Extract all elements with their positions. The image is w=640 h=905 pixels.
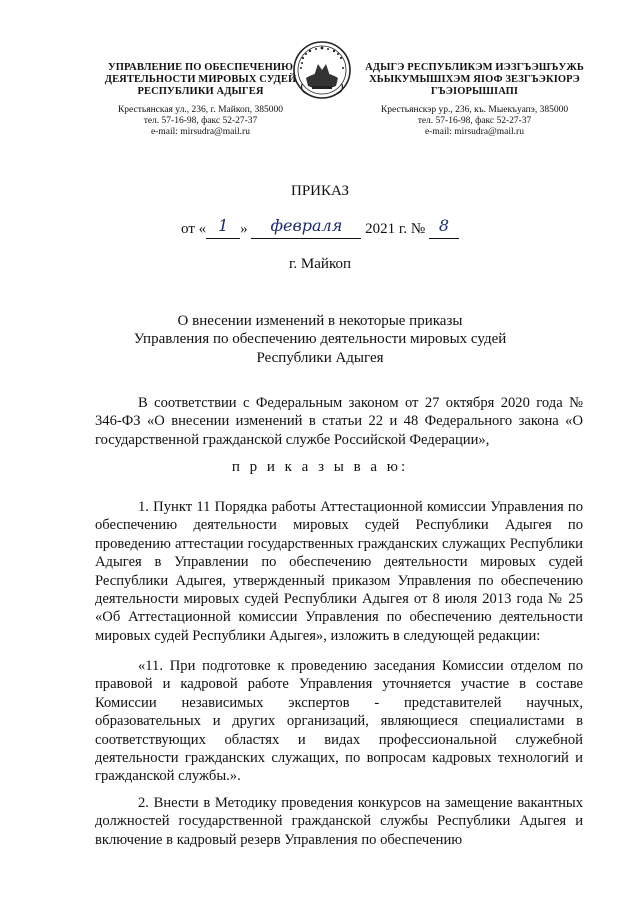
subject-line: Управления по обеспечению деятельности мировых судей (133, 331, 507, 348)
address-line: Крестьянскэр ур., 236, къ. Мыекъуапэ, 385000 (380, 105, 569, 116)
order-date-line (0, 218, 640, 239)
day-field (206, 218, 240, 239)
address-line: Крестьянская ул., 236, г. Майкоп, 385000 (117, 105, 284, 116)
document-title: ПРИКАЗ (291, 183, 349, 199)
date-mid: » (240, 221, 248, 237)
preamble-paragraph: В соответствии с Федеральным законом от 27 октября 2020 года № 346-ФЗ «О внесении изменений в статьи 22 и 48 Федерального закона «О государственной гражданской службе Российской Федерации», (95, 395, 583, 448)
org-address-adyghe (362, 105, 587, 138)
subject-line: О внесении изменений в некоторые приказы (177, 313, 463, 329)
order-word: п р и к а з ы в а ю: (231, 459, 409, 475)
header-left-block (88, 62, 313, 138)
paragraph-2: 2. Внести в Методику проведения конкурсов на замещение вакантных должностей государственной гражданской службы Республики Адыгея и включение в кадровый резерв Управления по обеспечению (95, 795, 583, 848)
date-prefix: от « (181, 221, 207, 237)
subject-line: Республики Адыгея (256, 349, 384, 366)
day-value: 1 (218, 216, 229, 235)
org-name-adyghe: АДЫГЭ РЕСПУБЛИКЭМ ИЭЗГЪЭШЪУЖЬ ХЬЫКУМЫШІХЭМ ЯІОФ ЗЕЗГЪЭКІОРЭ ГЪЭІОРЫШІАПІ (365, 62, 584, 98)
city: г. Майкоп (288, 256, 352, 272)
paragraph-1: 1. Пункт 11 Порядка работы Аттестационной комиссии Управления по обеспечению деятельности мировых судей Республики Адыгея по проведению аттестации государственных гражданских служащих Республики Адыгея в Управлении по обеспечению деятельности мировых судей Республики Адыгея, утвержденный приказом Управления по обеспечению деятельности мировых судей Республики Адыгея от 8 июля 2013 года № 25 «Об Аттестационной комиссии Управления по обеспечению деятельности мировых судей Республики Адыгея», изложить в следующей редакции: (95, 499, 583, 644)
year-text: 2021 г. (365, 221, 408, 237)
email-line: e-mail: mirsudra@mail.ru (425, 127, 524, 138)
org-name-ru: УПРАВЛЕНИЕ ПО ОБЕСПЕЧЕНИЮ ДЕЯТЕЛЬНОСТИ МИРОВЫХ СУДЕЙ РЕСПУБЛИКИ АДЫГЕЯ (104, 62, 297, 98)
number-value: 8 (438, 216, 450, 235)
number-sign: № (410, 221, 426, 237)
quoted-paragraph: «11. При подготовке к проведению заседания Комиссии отделом по правовой и кадровой работе Управления уточняется участие в составе Комиссии независимых экспертов - представителей научных, образовательных и других организаций, являющиеся специалистами в соответствующих областях и видах профессиональной служебной деятельности гражданских служащих, по вопросам кадровых технологий и гражданской службы.». (95, 658, 583, 785)
month-value: февраля (270, 216, 343, 235)
org-address-ru (88, 105, 313, 138)
header-right-block (362, 62, 587, 138)
month-field (251, 218, 361, 239)
email-line: e-mail: mirsudra@mail.ru (151, 127, 250, 138)
number-field (429, 218, 459, 239)
phone-line: тел. 57-16-98, факс 52-27-37 (143, 116, 258, 127)
coat-of-arms-icon (292, 40, 352, 100)
phone-line: тел. 57-16-98, факс 52-27-37 (417, 116, 532, 127)
subject-block (0, 312, 640, 367)
